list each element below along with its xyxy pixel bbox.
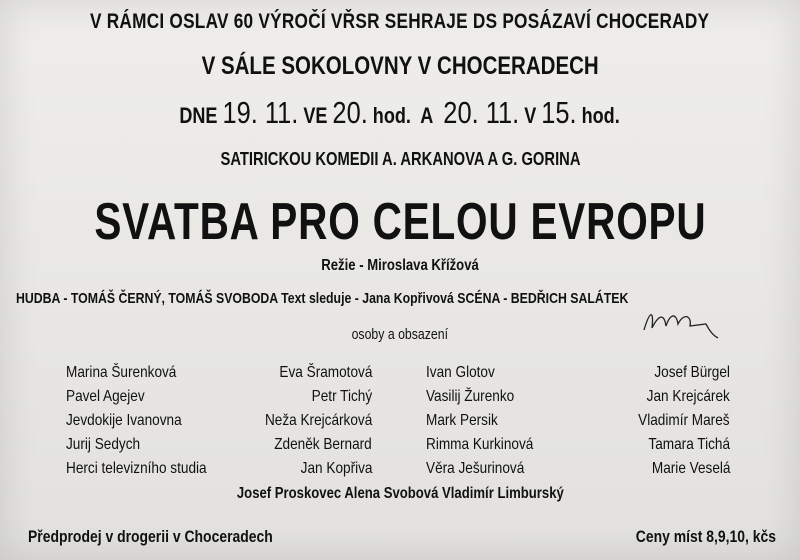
performance-dates: DNE 19. 11. VE 20. hod. A 20. 11. V 15. hod. [179,95,621,130]
cast-name: Zdeněk Bernard [274,436,372,453]
cast-name: Vasilij Žurenko [426,388,515,405]
cast-name: Neža Krejcárková [264,412,372,429]
cast-name: Jan Krejcárek [646,388,730,405]
cast-name: Petr Tichý [311,388,372,405]
cast-name: Tamara Tichá [648,436,730,453]
crew-credits: HUDBA - TOMÁŠ ČERNÝ, TOMÁŠ SVOBODA Text sleduje - Jana Kopřivová SCÉNA - BEDŘICH SALÁTEK [16,290,629,307]
director-credit: Režie - Miroslava Křížová [321,257,479,274]
presale-info: Předprodej v drogerii v Choceradech [28,527,273,546]
cast-name: Herci televizního studia [66,460,207,477]
cast-name: Eva Šramotová [279,364,372,381]
cast-name: Jan Kopřiva [300,460,372,477]
cast-name: Rimma Kurkinová [426,436,534,453]
cast-last-row: Josef Proskovec Alena Svobová Vladimír Limburský [236,485,564,502]
cast-name: Marie Veselá [651,460,730,477]
cast-name: Marina Šurenková [66,364,177,381]
cast-heading: osoby a obsazení [351,326,449,343]
cast-name: Ivan Glotov [426,364,495,381]
play-title: SVATBA PRO CELOU EVROPU [93,193,707,251]
play-genre-authors: SATIRICKOU KOMEDII A. ARKANOVA A G. GORINA [220,149,580,169]
headline-occasion: V RÁMCI OSLAV 60 VÝROČÍ VŘSR SEHRAJE DS POSÁZAVÍ CHOCERADY [90,10,710,33]
cast-name: Věra Ješurinová [426,460,525,477]
cast-name: Jurij Sedych [66,436,141,453]
cast-name: Vladimír Mareš [638,412,730,429]
cast-name: Pavel Agejev [66,388,145,405]
headline-venue: V SÁLE SOKOLOVNY V CHOCERADECH [201,52,599,80]
cast-name: Mark Persik [426,412,498,429]
cast-name: Jevdokije Ivanovna [66,412,182,429]
cast-name: Josef Bürgel [654,364,730,381]
ticket-prices: Ceny míst 8,9,10, kčs [635,527,776,546]
